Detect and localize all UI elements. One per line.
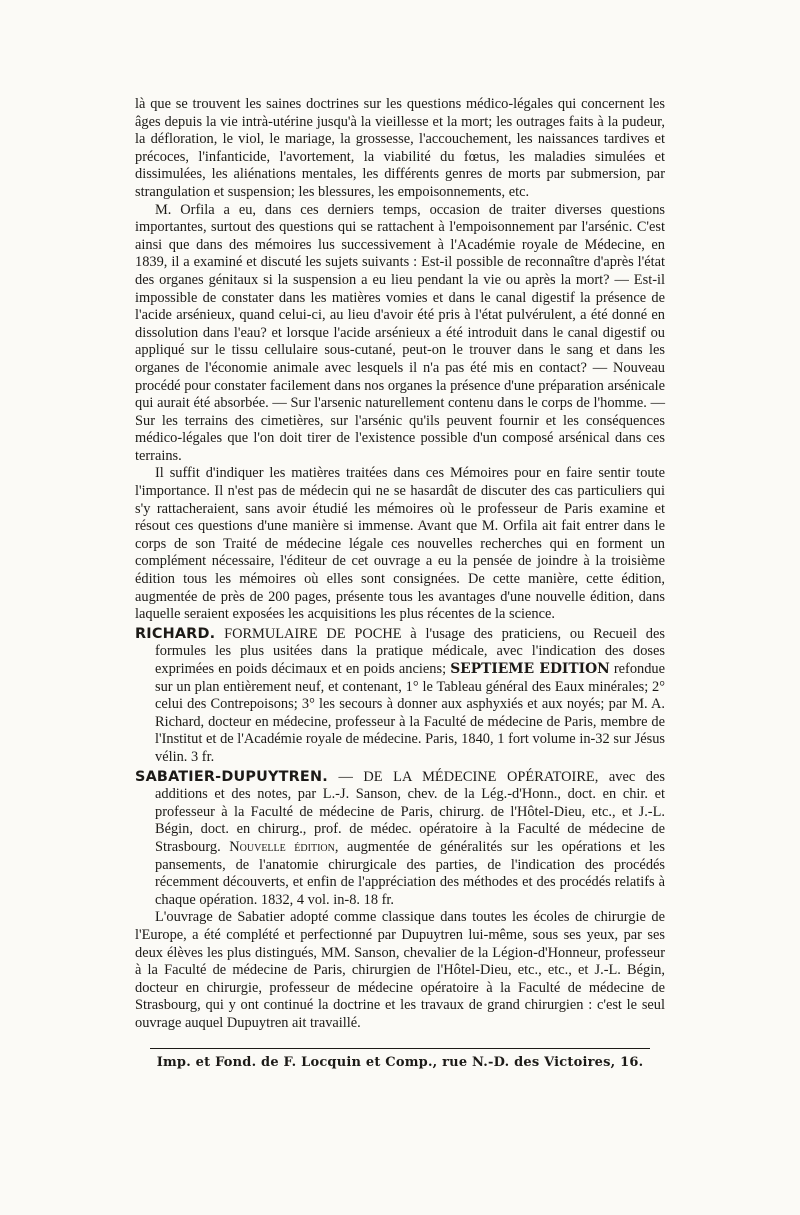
paragraph-topics: là que se trouvent les saines doctrines sur les questions médico-légales qui concernent les âges depuis la vie intrà-utérine jusqu'à la vieillesse et la mort; les outrages faits à la pudeur, la défloration, le viol, le mariage, la grossesse, l'accouchement, les naissances tardives et précoces, l'infanticide, l'avortement, la viabilité du fœtus, les maladies simulées et dissimulées, les aliénations mentales, les différents genres de morts par submersion, par strangulation et suspension; les blessures, les empoisonnements, etc.	[135, 96, 665, 200]
entry-heading-richard: RICHARD.	[135, 625, 216, 642]
entry-price-sabatier: 18 fr.	[363, 891, 395, 908]
entry-text-sabatier-b: augmentée de généralités sur les opérations et les pansements, de l'anatomie chirurgicale des parties, de l'indication des procédés récemment découverts, et enfin de l'appréciation des méthodes et des procédés relatifs à chaque opération. 1832, 4 vol. in-8.	[155, 838, 665, 908]
entry-price-richard: 3 fr.	[190, 748, 215, 765]
paragraph-importance: Il suffit d'indiquer les matières traitées dans ces Mémoires pour en faire sentir toute l'importance. Il n'est pas de médecin qui ne se hasardât de discuter des cas particuliers qui s'y rattacheraient, sans avoir étudié les mémoires où le professeur de Paris examine et résout ces questions d'une manière si immense. Avant que M. Orfila ait fait entrer dans le corps de son Traité de médecine légale ces nouvelles recherches qui en forment un complément nécessaire, l'éditeur de cet ouvrage a eu la pensée de joindre à la troisième édition tous les mémoires où elles sont consignées. De cette manière, cette édition, augmentée de près de 200 pages, présente tous les avantages d'une nouvelle édition, dans laquelle seraient exposées les acquisitions les plus récentes de la science.	[135, 465, 665, 623]
entry-edition-richard: SEPTIEME EDITION	[450, 661, 610, 677]
printer-imprint: Imp. et Fond. de F. Locquin et Comp., rue N.-D. des Victoires, 16.	[156, 1055, 644, 1071]
catalog-entry-richard	[135, 626, 665, 767]
entry-text-richard-a: FORMULAIRE DE POCHE à l'usage des praticiens, ou Recueil des formules les plus usitées dans la pratique médicale, avec l'indication des doses exprimées en poids décimaux et en poids anciens;	[155, 625, 665, 677]
entry-edition-sabatier: Nouvelle édition,	[229, 838, 339, 855]
paragraph-sabatier-note: L'ouvrage de Sabatier adopté comme classique dans toutes les écoles de chirurgie de l'Europe, a été complété et perfectionné par Dupuytren lui-même, sous ses yeux, par ses deux élèves les plus distingués, MM. Sanson, chevalier de la Légion-d'Honneur, professeur à la Faculté de médecine de Paris, chirurgien de l'Hôtel-Dieu, etc., etc., et J.-L. Bégin, docteur en chirurgie, professeur de médecine opératoire à la Faculté de médecine de Strasbourg, qui y ont continué la doctrine et les travaux de grand chirurgien : c'est le seul ouvrage auquel Dupuytren ait travaillé.	[135, 909, 665, 1031]
entry-heading-sabatier: SABATIER-DUPUYTREN.	[135, 768, 328, 785]
entry-text-richard-b: refondue sur un plan entièrement neuf, et contenant, 1° le Tableau général des Eaux minérales; 2° celui des Contrepoisons; 3° les secours à donner aux asphyxiés et aux noyés; par M. A. Richard, docteur en médecine, professeur à la Faculté de médecine de Paris, membre de l'Institut et de l'Académie royale de médecine. Paris, 1840, 1 fort volume in-32 sur Jésus vélin.	[155, 661, 666, 765]
entry-text-sabatier-a: — DE LA MÉDECINE OPÉRATOIRE, avec des additions et des notes, par L.-J. Sanson, chev. de la Lég.-d'Honn., doct. en chir. et professeur à la Faculté de médecine de Paris, chirurg. de l'Hôtel-Dieu, etc., et J.-L. Bégin, doct. en chirurg., prof. de médec. opératoire à la Faculté de médecine de Strasbourg.	[155, 768, 665, 855]
imprint-divider	[150, 1048, 650, 1049]
catalog-entry-sabatier	[135, 769, 665, 910]
text-column	[135, 96, 665, 1070]
paragraph-orfila-memoirs: M. Orfila a eu, dans ces derniers temps, occasion de traiter diverses questions importantes, surtout des questions qui se rattachent à l'empoisonnement par l'arsénic. C'est ainsi que dans des mémoires lus successivement à l'Académie royale de Médecine, en 1839, il a examiné et discuté les sujets suivants : Est-il possible de reconnaître d'après l'état des organes génitaux si la suspension a eu lieu pendant la vie ou après la mort? — Est-il impossible de constater dans les matières vomies et dans le canal digestif la présence de l'acide arsénieux, quand celui-ci, au lieu d'avoir été pris à l'état pulvérulent, a été donné en dissolution dans l'eau? et lorsque l'acide arsénieux a été introduit dans le canal digestif ou appliqué sur le tissu cellulaire sous-cutané, peut-on le trouver dans le sang et dans les organes de l'économie animale avec lesquels il n'a pas été mis en contact? — Nouveau procédé pour constater facilement dans nos organes la présence d'une préparation arsénicale qui aurait été absorbée. — Sur l'arsenic naturellement contenu dans le corps de l'homme. — Sur les terrains des cimetières, sur l'arsénic qu'ils peuvent fournir et les conséquences médico-légales que l'on doit tirer de l'existence possible d'un composé arsénical dans ces terrains.	[135, 201, 665, 464]
